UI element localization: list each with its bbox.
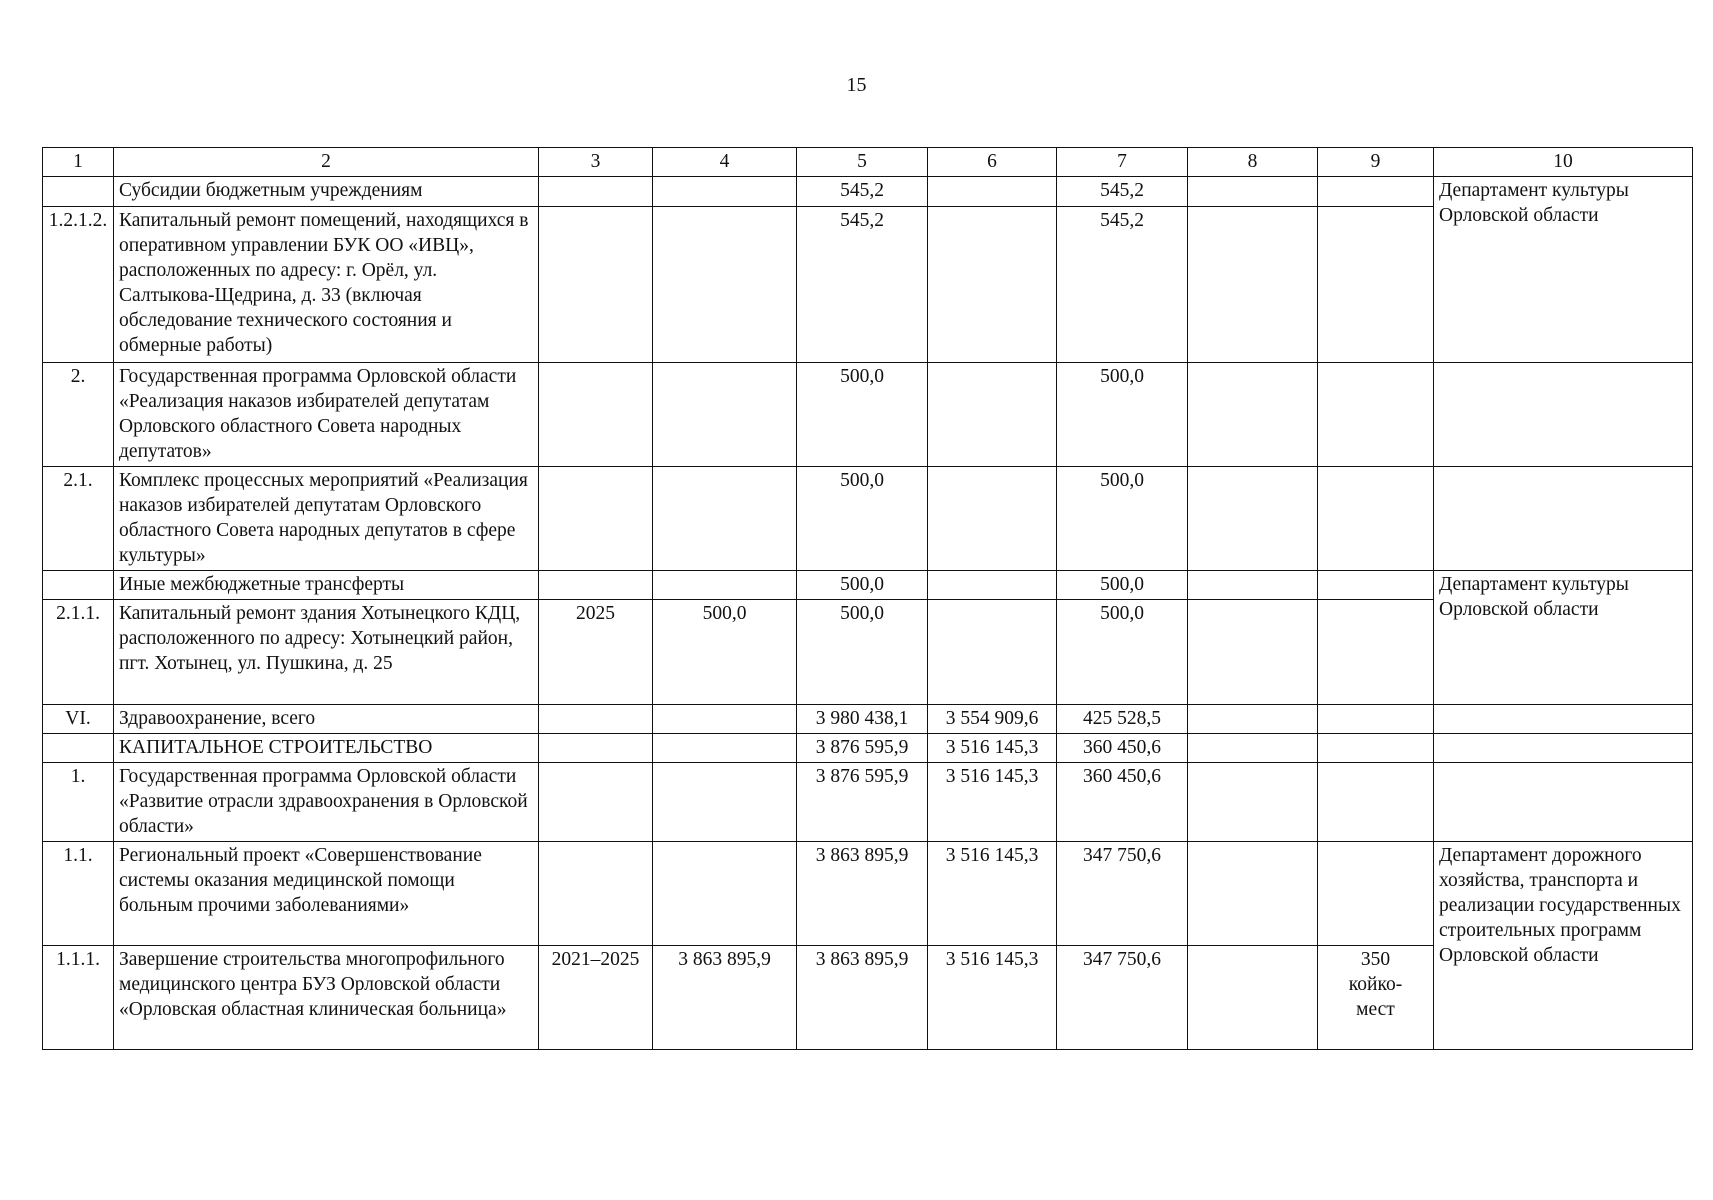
cell-capacity: 350 койко-мест bbox=[1318, 946, 1434, 1050]
cell-name: Капитальный ремонт помещений, находящихся в оперативном управлении БУК ОО «ИВЦ», расположенных по адресу: г. Орёл, ул. Салтыкова-Щедрина, д. 33 (включая обследование технического состояния и обмерные работы) bbox=[114, 207, 539, 363]
cell-federal bbox=[928, 600, 1057, 705]
cell-federal bbox=[928, 467, 1057, 571]
cell-col8 bbox=[1188, 842, 1318, 946]
header-cell: 2 bbox=[114, 148, 539, 177]
cell-regional: 347 750,6 bbox=[1057, 946, 1188, 1050]
cell-name: Завершение строительства многопрофильного медицинского центра БУЗ Орловской области «Орловская областная клиническая больница» bbox=[114, 946, 539, 1050]
cell-number: 1.1.1. bbox=[43, 946, 114, 1050]
cell-col8 bbox=[1188, 734, 1318, 763]
cell-regional: 360 450,6 bbox=[1057, 763, 1188, 842]
cell-capacity bbox=[1318, 571, 1434, 600]
cell-number: 2.1.1. bbox=[43, 600, 114, 705]
cell-total: 545,2 bbox=[797, 177, 928, 207]
cell-regional: 347 750,6 bbox=[1057, 842, 1188, 946]
cell-regional: 500,0 bbox=[1057, 600, 1188, 705]
cell-responsible: Департамент дорожного хозяйства, транспорта и реализации государственных строительных программ Орловской области bbox=[1434, 842, 1693, 1050]
header-cell: 5 bbox=[797, 148, 928, 177]
cell-responsible bbox=[1434, 363, 1693, 467]
cell-capacity bbox=[1318, 734, 1434, 763]
cell-col8 bbox=[1188, 207, 1318, 363]
cell-capacity bbox=[1318, 207, 1434, 363]
cell-estimate bbox=[653, 363, 797, 467]
cell-name: Государственная программа Орловской области «Развитие отрасли здравоохранения в Орловской области» bbox=[114, 763, 539, 842]
cell-total: 3 876 595,9 bbox=[797, 763, 928, 842]
cell-years bbox=[539, 571, 653, 600]
cell-name: Региональный проект «Совершенствование системы оказания медицинской помощи больным прочими заболеваниями» bbox=[114, 842, 539, 946]
cell-col8 bbox=[1188, 763, 1318, 842]
cell-number: 1. bbox=[43, 763, 114, 842]
cell-federal: 3 516 145,3 bbox=[928, 946, 1057, 1050]
cell-estimate bbox=[653, 842, 797, 946]
cell-years bbox=[539, 842, 653, 946]
cell-regional: 500,0 bbox=[1057, 571, 1188, 600]
cell-total: 500,0 bbox=[797, 571, 928, 600]
cell-federal bbox=[928, 177, 1057, 207]
cell-capacity bbox=[1318, 842, 1434, 946]
cell-regional: 545,2 bbox=[1057, 207, 1188, 363]
cell-responsible: Департамент культуры Орловской области bbox=[1434, 177, 1693, 363]
cell-regional: 425 528,5 bbox=[1057, 705, 1188, 734]
header-cell: 8 bbox=[1188, 148, 1318, 177]
page-number: 15 bbox=[846, 74, 867, 96]
table-row bbox=[43, 705, 1693, 734]
cell-number: VI. bbox=[43, 705, 114, 734]
cell-number bbox=[43, 571, 114, 600]
cell-col8 bbox=[1188, 571, 1318, 600]
cell-federal bbox=[928, 571, 1057, 600]
cell-number: 1.2.1.2. bbox=[43, 207, 114, 363]
cell-responsible bbox=[1434, 763, 1693, 842]
table-row bbox=[43, 571, 1693, 600]
header-cell: 1 bbox=[43, 148, 114, 177]
cell-responsible bbox=[1434, 705, 1693, 734]
cell-years bbox=[539, 177, 653, 207]
cell-number: 2.1. bbox=[43, 467, 114, 571]
cell-regional: 500,0 bbox=[1057, 467, 1188, 571]
cell-estimate bbox=[653, 734, 797, 763]
cell-total: 545,2 bbox=[797, 207, 928, 363]
cell-estimate bbox=[653, 467, 797, 571]
cell-years bbox=[539, 763, 653, 842]
cell-federal: 3 516 145,3 bbox=[928, 734, 1057, 763]
cell-name: Комплекс процессных мероприятий «Реализация наказов избирателей депутатам Орловского областного Совета народных депутатов в сфере культуры» bbox=[114, 467, 539, 571]
header-row bbox=[43, 148, 1693, 177]
cell-number bbox=[43, 734, 114, 763]
cell-total: 500,0 bbox=[797, 600, 928, 705]
cell-total: 3 980 438,1 bbox=[797, 705, 928, 734]
cell-col8 bbox=[1188, 600, 1318, 705]
cell-total: 3 863 895,9 bbox=[797, 842, 928, 946]
table-row bbox=[43, 842, 1693, 946]
cell-col8 bbox=[1188, 705, 1318, 734]
cell-number: 2. bbox=[43, 363, 114, 467]
cell-regional: 545,2 bbox=[1057, 177, 1188, 207]
cell-total: 500,0 bbox=[797, 363, 928, 467]
cell-total: 3 863 895,9 bbox=[797, 946, 928, 1050]
header-cell: 10 bbox=[1434, 148, 1693, 177]
cell-capacity bbox=[1318, 763, 1434, 842]
cell-capacity bbox=[1318, 600, 1434, 705]
cell-col8 bbox=[1188, 946, 1318, 1050]
cell-col8 bbox=[1188, 467, 1318, 571]
table-row bbox=[43, 177, 1693, 207]
cell-capacity bbox=[1318, 705, 1434, 734]
cell-federal: 3 554 909,6 bbox=[928, 705, 1057, 734]
cell-name: Капитальный ремонт здания Хотынецкого КДЦ, расположенного по адресу: Хотынецкий район, пгт. Хотынец, ул. Пушкина, д. 25 bbox=[114, 600, 539, 705]
header-cell: 6 bbox=[928, 148, 1057, 177]
header-cell: 9 bbox=[1318, 148, 1434, 177]
cell-estimate: 3 863 895,9 bbox=[653, 946, 797, 1050]
cell-estimate bbox=[653, 571, 797, 600]
cell-federal bbox=[928, 207, 1057, 363]
cell-total: 3 876 595,9 bbox=[797, 734, 928, 763]
cell-col8 bbox=[1188, 177, 1318, 207]
cell-estimate bbox=[653, 207, 797, 363]
cell-name: Иные межбюджетные трансферты bbox=[114, 571, 539, 600]
cell-name: Государственная программа Орловской области «Реализация наказов избирателей депутатам Орловского областного Совета народных депутатов» bbox=[114, 363, 539, 467]
cell-estimate bbox=[653, 177, 797, 207]
cell-years: 2025 bbox=[539, 600, 653, 705]
header-cell: 7 bbox=[1057, 148, 1188, 177]
cell-total: 500,0 bbox=[797, 467, 928, 571]
cell-years bbox=[539, 363, 653, 467]
cell-capacity bbox=[1318, 467, 1434, 571]
financing-table bbox=[42, 147, 1693, 1050]
cell-years bbox=[539, 705, 653, 734]
cell-years bbox=[539, 467, 653, 571]
cell-name: Субсидии бюджетным учреждениям bbox=[114, 177, 539, 207]
cell-responsible bbox=[1434, 467, 1693, 571]
cell-years: 2021–2025 bbox=[539, 946, 653, 1050]
table-row bbox=[43, 763, 1693, 842]
cell-years bbox=[539, 207, 653, 363]
cell-years bbox=[539, 734, 653, 763]
cell-estimate: 500,0 bbox=[653, 600, 797, 705]
cell-federal bbox=[928, 363, 1057, 467]
cell-estimate bbox=[653, 763, 797, 842]
cell-estimate bbox=[653, 705, 797, 734]
cell-capacity bbox=[1318, 177, 1434, 207]
cell-name: Здравоохранение, всего bbox=[114, 705, 539, 734]
table-row bbox=[43, 363, 1693, 467]
cell-number bbox=[43, 177, 114, 207]
cell-federal: 3 516 145,3 bbox=[928, 842, 1057, 946]
cell-name: КАПИТАЛЬНОЕ СТРОИТЕЛЬСТВО bbox=[114, 734, 539, 763]
cell-col8 bbox=[1188, 363, 1318, 467]
cell-federal: 3 516 145,3 bbox=[928, 763, 1057, 842]
table-row bbox=[43, 467, 1693, 571]
header-cell: 4 bbox=[653, 148, 797, 177]
cell-regional: 360 450,6 bbox=[1057, 734, 1188, 763]
cell-responsible bbox=[1434, 734, 1693, 763]
cell-capacity bbox=[1318, 363, 1434, 467]
header-cell: 3 bbox=[539, 148, 653, 177]
cell-responsible: Департамент культуры Орловской области bbox=[1434, 571, 1693, 705]
cell-number: 1.1. bbox=[43, 842, 114, 946]
cell-regional: 500,0 bbox=[1057, 363, 1188, 467]
table-row bbox=[43, 734, 1693, 763]
